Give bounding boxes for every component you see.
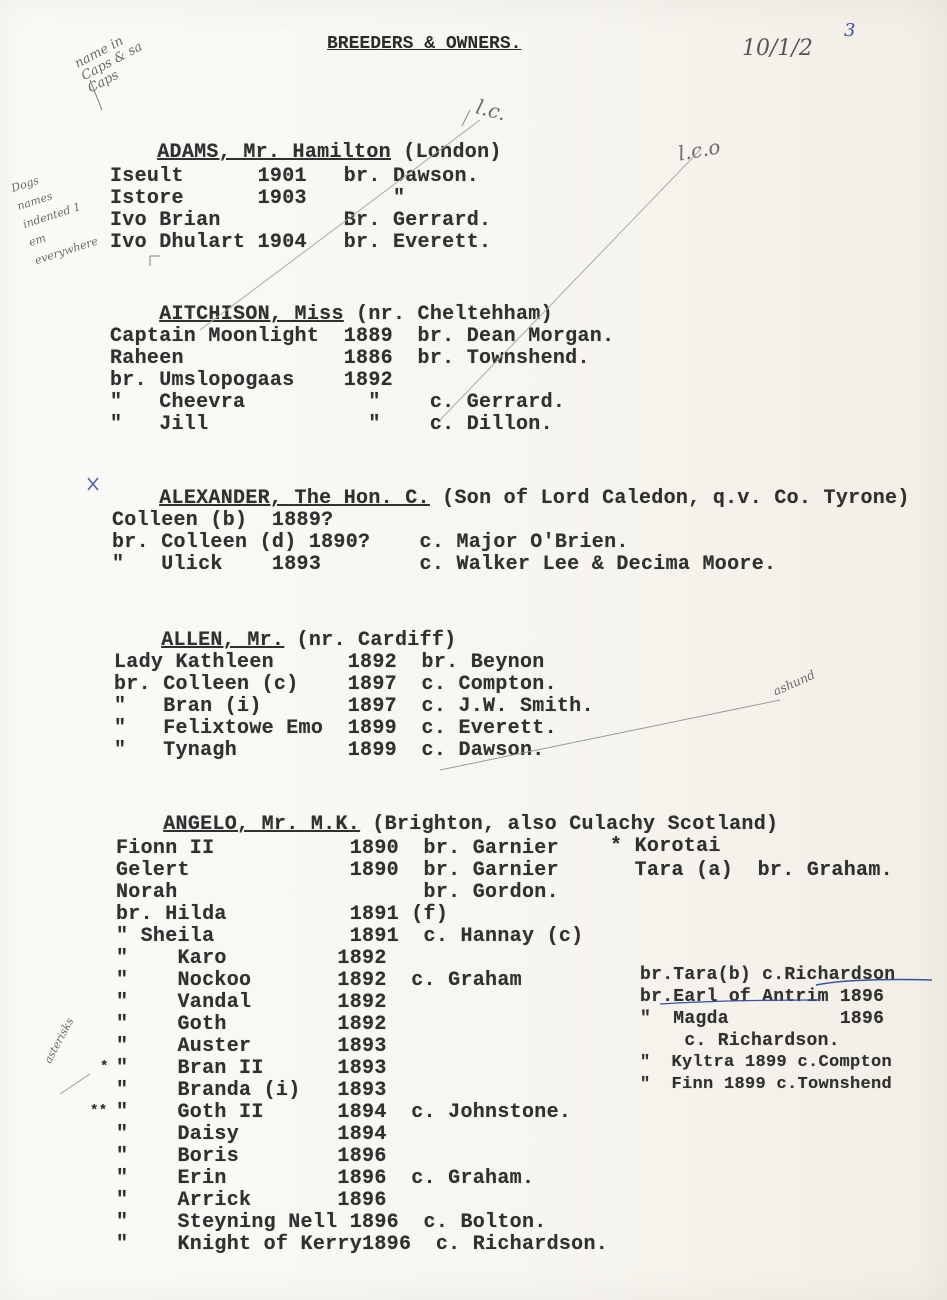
dog-row: Gelert 1890 br. Garnier [116,859,559,882]
dog-row: " Vandal 1892 [116,991,387,1014]
owner-name: ALLEN, Mr. [161,629,285,652]
dog-row: br. Hilda 1891 (f) [116,903,449,926]
dog-row: Fionn II 1890 br. Garnier [116,837,559,860]
asterisk-marker: * [100,1059,109,1075]
dog-row: Ivo Dhulart 1904 br. Everett. [110,231,492,254]
dog-row: " Tynagh 1899 c. Dawson. [114,739,545,762]
dog-row: " Erin 1896 c. Graham. [116,1167,535,1190]
dog-row: " Cheevra " c. Gerrard. [110,391,566,414]
right-column-row: " Magda 1896 [640,1009,885,1029]
dog-row: Captain Moonlight 1889 br. Dean Morgan. [110,325,615,348]
dog-row: Iseult 1901 br. Dawson. [110,165,480,188]
dog-row: " Boris 1896 [116,1145,387,1168]
handwritten-lc-1: l.c. [473,94,509,126]
right-column-row: br.Tara(b) c.Richardson [640,965,896,985]
handwritten-lc-2: l.c.o [676,134,723,166]
dog-row: " Bran II 1893 [116,1057,387,1080]
owner-name: ALEXANDER, The Hon. C. [159,487,430,510]
right-column-row: c. Richardson. [640,1031,840,1051]
dog-row: " Felixtowe Emo 1899 c. Everett. [114,717,557,740]
right-column-row: " Finn 1899 c.Townshend [640,1075,893,1094]
handwritten-cardiff-note: ashund [771,667,818,699]
right-column-row: br.Earl of Antrim 1896 [640,987,885,1007]
owner-location: (London) [390,141,502,164]
dog-row: Istore 1903 " [110,187,406,210]
dog-row: " Auster 1893 [116,1035,387,1058]
right-column-row: Tara (a) br. Graham. [610,859,893,882]
dog-row: br. Colleen (d) 1890? c. Major O'Brien. [112,531,629,554]
dog-row: " Ulick 1893 c. Walker Lee & Decima Moore. [112,553,777,576]
dog-row: Lady Kathleen 1892 br. Beynon [114,651,545,674]
asterisk-marker: ** [90,1103,108,1119]
dog-row: " Steyning Nell 1896 c. Bolton. [116,1211,547,1234]
dog-row: " Nockoo 1892 c. Graham [116,969,522,992]
handwritten-asterisks-note: asterisks [41,1015,77,1066]
dog-row: Colleen (b) 1889? [112,509,334,532]
owner-name: ADAMS, Mr. Hamilton [157,141,391,164]
dog-row: " Karo 1892 [116,947,387,970]
owner-name: AITCHISON, Miss [159,303,344,326]
right-column-row: " Kyltra 1899 c.Compton [640,1053,893,1072]
owner-location: (Son of Lord Caledon, q.v. Co. Tyrone) [429,487,910,510]
dog-row: Raheen 1886 br. Townshend. [110,347,590,370]
dog-row: " Daisy 1894 [116,1123,387,1146]
owner-location: (nr. Cardiff) [284,629,457,652]
dog-row: " Branda (i) 1893 [116,1079,387,1102]
handwritten-price: 10/1/2 [742,36,813,61]
dog-row: " Sheila 1891 c. Hannay (c) [116,925,584,948]
dog-row: " Goth 1892 [116,1013,387,1036]
dog-row: br. Umslopogaas 1892 [110,369,393,392]
dog-row: " Jill " c. Dillon. [110,413,553,436]
right-column-row: * Korotai [610,835,721,858]
page-number: 3 [844,20,856,41]
owner-name: ANGELO, Mr. M.K. [163,813,361,836]
dog-row: Norah br. Gordon. [116,881,559,904]
dog-row: " Bran (i) 1897 c. J.W. Smith. [114,695,594,718]
dog-row: " Knight of Kerry1896 c. Richardson. [116,1233,609,1256]
page-title: BREEDERS & OWNERS. [327,34,522,54]
owner-location: (Brighton, also Culachy Scotland) [360,813,779,836]
dog-row: " Arrick 1896 [116,1189,387,1212]
handwritten-note-caps: name in Caps & sa Caps [72,33,146,97]
dog-row: br. Colleen (c) 1897 c. Compton. [114,673,557,696]
dog-row: " Goth II 1894 c. Johnstone. [116,1101,572,1124]
handwritten-margin-note: Dogs names indented 1 em everywhere [9,173,100,268]
owner-location: (nr. Cheltehham) [343,303,553,326]
dog-row: Ivo Brian Br. Gerrard. [110,209,492,232]
